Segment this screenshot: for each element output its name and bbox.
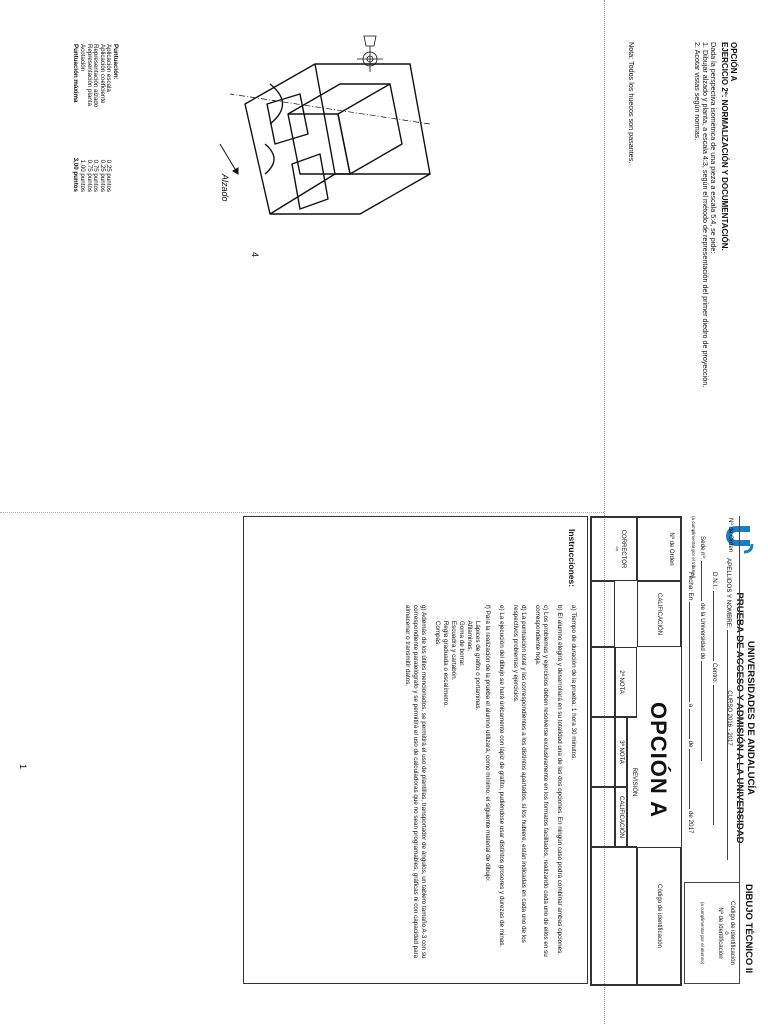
list-item: · Regla graduada o escalímetro. <box>442 617 449 707</box>
instruction-item: c) Los problemas y ejercicios deben resolverse exclusivamente en los formatos facilitados, realizando cada uno de ellos en su correspondiente hoja. <box>534 605 549 957</box>
revision-header: REVISIÓN <box>627 717 637 847</box>
task-1: 1. Dibujar alzado y planta, a escala 4:3, según el método de representación del primer diedro de proyección. <box>701 42 710 388</box>
page-number: 4 <box>250 252 260 258</box>
arrow-right-icon: ⇨ <box>613 546 619 552</box>
date-field[interactable]: Fecha: En a de de 2017 <box>687 572 694 834</box>
second-grade-input[interactable] <box>591 647 615 717</box>
list-item: · Compás. <box>434 617 441 647</box>
isometric-drawing <box>190 24 450 224</box>
scoring-row: Aplicación escala 0,25 puntos <box>105 44 113 192</box>
name-field[interactable]: APELLIDOS Y NOMBRE: <box>725 558 734 860</box>
list-item: · Goma de borrar. <box>458 617 465 667</box>
corrector-cell: CORRECTOR ⇨ <box>591 517 637 581</box>
dni-field[interactable]: D.N.I.: Centro: <box>711 572 720 825</box>
exercise-heading: EJERCICIO 2º: NORMALIZACIÓN Y DOCUMENTACIÓN. <box>720 42 729 251</box>
scoring-title: Puntuación: <box>112 44 119 80</box>
instructions-box <box>243 516 588 984</box>
scoring-total: Puntuación máxima 3,00 puntos <box>72 44 80 192</box>
cover-page <box>0 512 768 1024</box>
exercise-intro: Dada la perspectiva isométrica de una pieza a escala 5:4, se pide: <box>709 42 718 254</box>
instructions-list <box>397 605 577 975</box>
list-item: · Lápices de grafito o portaminas. <box>474 617 481 711</box>
grid-order-number: Nº de Orden <box>637 517 681 581</box>
course-year: CURSO 2016 - 2017 <box>726 690 732 746</box>
tribunal-note: (a cumplimentar por el tribunal) <box>691 516 696 579</box>
list-item: · Escuadra y cartabón. <box>450 617 457 681</box>
second-grade-header: 2ª NOTA <box>615 647 637 717</box>
materials-list <box>433 617 481 975</box>
third-grade-input[interactable] <box>591 717 615 787</box>
instruction-item: a) Tiempo de duración de la prueba: 1 hora 30 minutos. <box>570 605 577 761</box>
scoring-row: Aplicación coeficiente 0,25 puntos <box>98 44 106 192</box>
third-grade-header: 3ª NOTA <box>615 717 627 787</box>
grade-header: CALIFICACIÓN <box>637 581 681 647</box>
grading-grid <box>590 516 682 986</box>
university-name: UNIVERSIDADES DE ANDALUCÍA <box>745 640 756 796</box>
scoring-table <box>72 44 118 192</box>
alzado-label: Alzado <box>220 174 230 202</box>
scoring-row: Representación planta 0,75 puntos <box>85 44 93 192</box>
option-title: OPCIÓN A <box>646 702 671 818</box>
grade-input[interactable] <box>591 581 615 647</box>
identification-code-box[interactable]: Código de identificación o Nº de identificación (a cumplimentar por el alumno) <box>684 882 740 984</box>
id-code-input[interactable] <box>591 847 637 985</box>
id-code-header: Código de identificación <box>637 847 681 985</box>
instruction-item: g) Además de los útiles mencionados, se permitirá el uso de plantillas, transportador de ángulos, un tablero tamaño A-3 con su correspondiente paralelógrafo y se permitirá el uso de calculadoras que no sean programables, gráficas ni con capacidad para almacenar o transmitir datos. <box>404 605 427 959</box>
university-logo-icon <box>720 520 756 556</box>
instruction-item: b) El alumno elegirá y desarrollará en su totalidad una de las dos opciones. En ningún caso podrá combinar ambas opciones. <box>556 605 563 956</box>
instruction-item: f) Para la realización de la prueba el alumno utilizará, como mínimo, el siguiente material de dibujo: <box>484 605 491 882</box>
scoring-row: Acotación 1,00 puntos <box>79 44 87 192</box>
instruction-item: d) La puntuación total y las correspondientes a los distintos apartados, si los hubiere, están indicadas en cada uno de los respectivos problemas y ejercicios. <box>512 605 527 943</box>
exercise-note: Nota: Todos los huecos son pasantes. <box>627 42 636 164</box>
order-number-label: Nº de Orden <box>727 518 734 553</box>
final-grade-header: CALIFICACIÓN <box>615 787 627 847</box>
exam-name: PRUEBA DE ACCESO Y ADMISIÓN A LA UNIVERSIDAD <box>734 592 745 844</box>
subject-title: DIBUJO TÉCNICO II <box>743 884 754 974</box>
final-grade-input[interactable] <box>591 787 615 847</box>
task-2: 2. Acotar vistas según normas. <box>693 42 702 141</box>
page-number: 1 <box>18 764 28 770</box>
option-heading: OPCIÓN A <box>729 42 738 82</box>
scoring-row: Representación alzado 0,75 puntos <box>92 44 100 192</box>
list-item: · Afilaminas. <box>466 617 473 652</box>
instructions-title: Instrucciones: <box>567 529 577 588</box>
instruction-item: e) La ejecución del dibujo se hará únicamente con lápiz de grafito, pudiéndose usar distintos grosores y durezas de minas. <box>498 605 505 948</box>
seat-field[interactable]: Sede nº: de la Universidad de <box>699 536 708 761</box>
